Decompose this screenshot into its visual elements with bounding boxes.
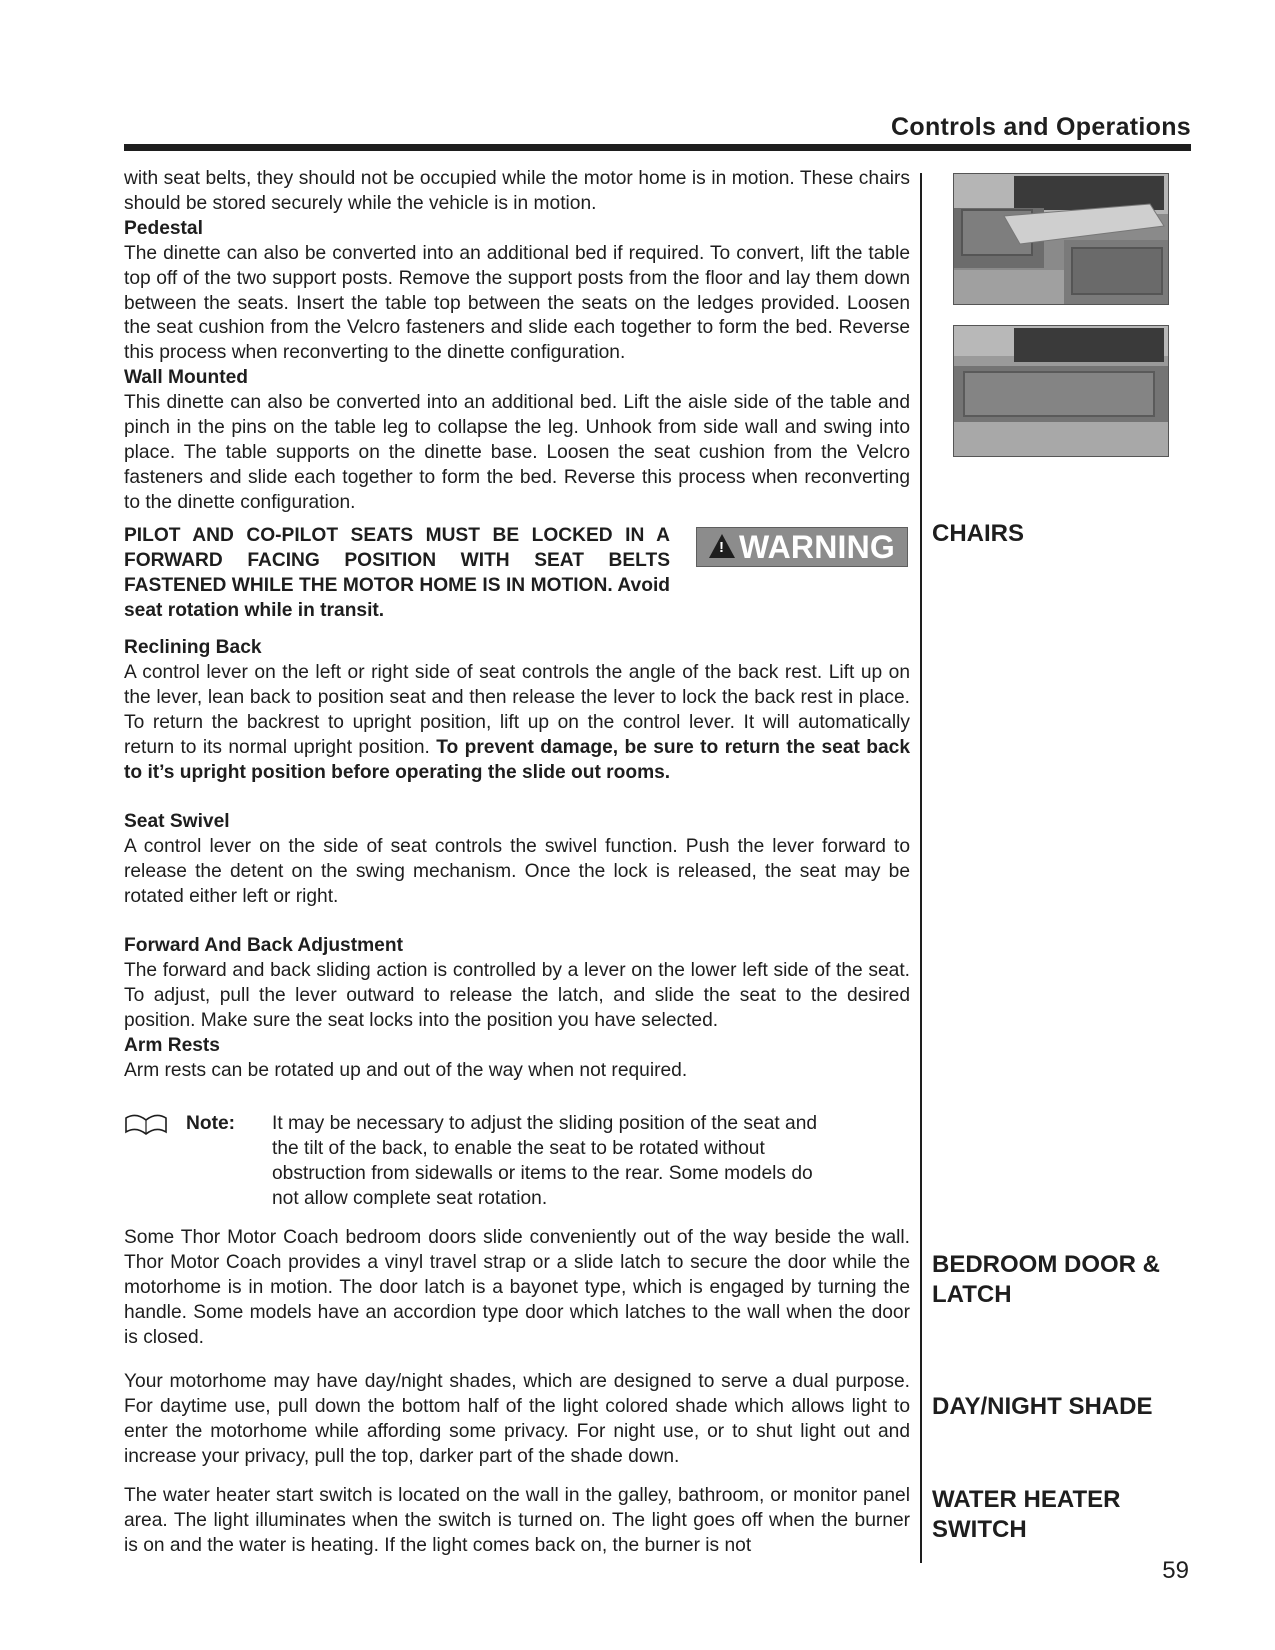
warning-badge <box>696 527 908 567</box>
arm-rests-paragraph: Arm rests can be rotated up and out of the way when not required. <box>124 1059 688 1081</box>
water-heater-paragraph: The water heater start switch is located on the wall in the galley, bathroom, or monitor panel area. The light illuminates when the switch is turned on. The light goes off when the burner is on and the water is heating. If the light comes back on, the burner is not <box>124 1485 910 1556</box>
day-night-shade-side-heading: DAY/NIGHT SHADE <box>932 1393 1153 1420</box>
forward-back-paragraph: The forward and back sliding action is controlled by a lever on the lower left side of the seat. To adjust, pull the lever outward to release the latch, and slide the seat to the desired position. Make sure the seat locks into the position you have selected. <box>124 959 910 1031</box>
chairs-side-heading: CHAIRS <box>932 520 1025 547</box>
reclining-back-section <box>124 636 910 785</box>
dinette-table-photo <box>953 173 1169 305</box>
day-night-shade-section <box>124 1370 910 1470</box>
forward-back-heading: Forward And Back Adjustment <box>124 935 403 956</box>
dinette-bed-photo <box>953 325 1169 457</box>
reclining-back-heading: Reclining Back <box>124 637 262 658</box>
dinette-section <box>124 167 910 516</box>
water-heater-section <box>124 1484 910 1559</box>
note-text: It may be necessary to adjust the sliding position of the seat and the tilt of the back, to enable the seat to be rotated without obstruction from sidewalls or items to the rear. Some models do not allow complete seat rotation. <box>272 1113 818 1209</box>
warning-text: PILOT AND CO-PILOT SEATS MUST BE LOCKED IN A FORWARD FACING POSITION WITH SEAT BELTS FASTENED WHILE THE MOTOR HOME IS IN MOTION. Avoid seat rotation while in transit. <box>124 525 670 621</box>
reclining-back-text: A control lever on the left or right side of seat controls the angle of the back rest. Lift up on the lever, lean back to position seat and then release the lever to lock the back rest in place. To return the backrest to upright position, lift up on the control lever. It will automatically return to its normal upright position. <box>124 661 910 758</box>
page-header-title: Controls and Operations <box>891 113 1191 141</box>
bedroom-door-paragraph: Some Thor Motor Coach bedroom doors slide conveniently out of the way beside the wall. Thor Motor Coach provides a vinyl travel strap or a slide latch to secure the door while the motorhome is in motion. The door latch is a bayonet type, which is engaged by turning the handle. Some models have an accordion type door which latches to the wall when the door is closed. <box>124 1227 910 1348</box>
warning-badge-label: WARNING <box>738 528 896 565</box>
book-icon <box>124 1112 168 1141</box>
arm-rests-heading: Arm Rests <box>124 1034 220 1056</box>
pedestal-paragraph: The dinette can also be converted into an additional bed if required. To convert, lift the table top off of the two support posts. Remove the support posts from the floor and lay them down between the seats. Insert the table top between the seats on the ledges provided. Loosen the seat cushion from the Velcro fasteners and slide each together to form the bed. Reverse this process when reconverting to the dinette configuration. <box>124 242 910 364</box>
reclining-back-caution: To prevent damage, be sure to return the seat back to it’s upright position before operating the slide out rooms. <box>124 736 910 783</box>
note-label: Note: <box>186 1113 236 1134</box>
forward-back-section <box>124 934 910 1083</box>
seat-swivel-section <box>124 810 910 910</box>
water-heater-side-heading: WATER HEATER SWITCH <box>932 1486 1121 1543</box>
seat-swivel-heading: Seat Swivel <box>124 811 230 832</box>
page-number: 59 <box>1162 1557 1189 1584</box>
seat-swivel-paragraph: A control lever on the side of seat controls the swivel function. Push the lever forward to release the detent on the swing mechanism. Once the lock is released, the seat may be rotated either left or right. <box>124 835 910 907</box>
bedroom-door-section <box>124 1226 910 1351</box>
wall-mounted-heading: Wall Mounted <box>124 367 248 389</box>
pedestal-heading: Pedestal <box>124 217 203 239</box>
day-night-shade-paragraph: Your motorhome may have day/night shades, which are designed to serve a dual purpose. For daytime use, pull down the bottom half of the light colored shade which allows light to enter the motorhome while affording some privacy. For night use, or to shut light out and increase your privacy, pull the top, darker part of the shade down. <box>124 1371 910 1467</box>
header-rule <box>124 144 1191 151</box>
intro-paragraph: with seat belts, they should not be occupied while the motor home is in motion. These chairs should be stored securely while the vehicle is in motion. <box>124 168 910 214</box>
reclining-back-paragraph <box>124 661 910 786</box>
warning-triangle-icon: ! <box>709 534 735 558</box>
column-divider <box>920 173 922 1563</box>
bedroom-door-side-heading: BEDROOM DOOR & LATCH <box>932 1251 1160 1308</box>
wall-mounted-paragraph: This dinette can also be converted into an additional bed. Lift the aisle side of the table and pinch in the pins on the table leg to collapse the leg. Unhook from side wall and swing into place. The table supports on the dinette base. Loosen the seat cushion from the Velcro fasteners and slide each together to form the bed. Reverse this process when reconverting to the dinette configuration. <box>124 392 910 513</box>
